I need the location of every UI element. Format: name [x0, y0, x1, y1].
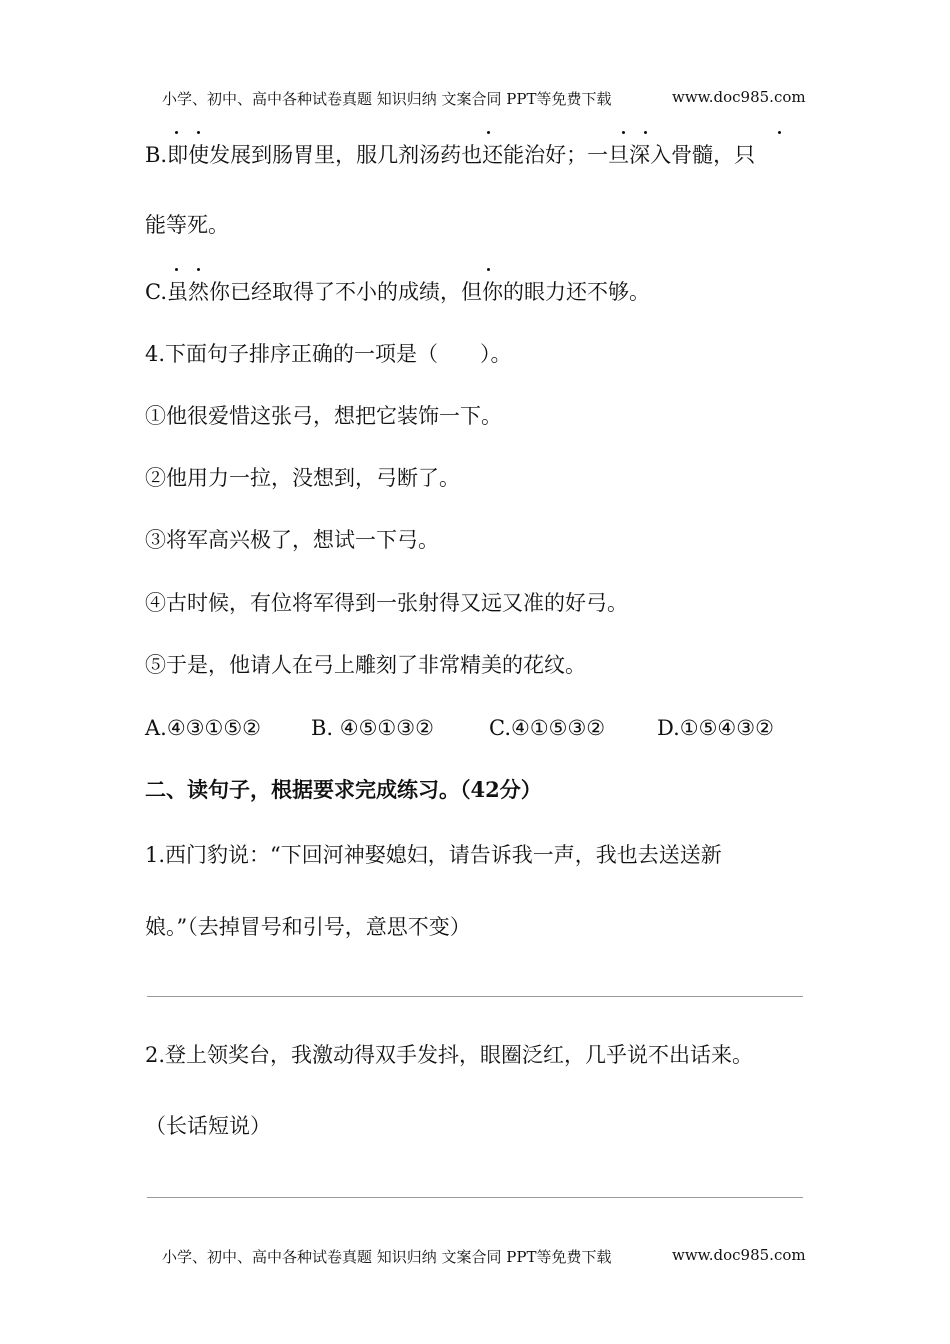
emphasis-dot: [175, 131, 178, 134]
q4-stem: 4.下面句子排序正确的一项是（ ）。: [145, 342, 512, 366]
q4-options: [145, 713, 805, 743]
q4-sentence-4: ④古时候，有位将军得到一张射得又远又准的好弓。: [145, 591, 628, 615]
q4-sentence-5: ⑤于是，他请人在弓上雕刻了非常精美的花纹。: [145, 653, 586, 677]
q3-option-c: C.虽然你已经取得了不小的成绩，但你的眼力还不够。: [145, 280, 650, 304]
emphasis-dot: [778, 131, 781, 134]
emphasis-dot: [487, 268, 490, 271]
page-footer: [162, 1246, 806, 1267]
section-2-title: 二、读句子，根据要求完成练习。（42分）: [145, 777, 542, 802]
q4-option-a: A.④③①⑤②: [145, 716, 261, 740]
q4-option-b: B. ④⑤①③②: [311, 716, 434, 740]
header-site: www.doc985.com: [672, 88, 806, 106]
emphasis-dot: [175, 268, 178, 271]
emphasis-dot: [197, 131, 200, 134]
s2-q2-line1: 2.登上领奖台，我激动得双手发抖，眼圈泛红，几乎说不出话来。: [145, 1043, 754, 1067]
q3-option-b-line2: 能等死。: [145, 213, 229, 237]
footer-text: 小学、初中、高中各种试卷真题 知识归纳 文案合同 PPT等免费下载: [162, 1248, 612, 1266]
s2-q2-line2: （长话短说）: [145, 1114, 271, 1138]
header-text: 小学、初中、高中各种试卷真题 知识归纳 文案合同 PPT等免费下载: [162, 90, 612, 108]
s2-q1-line1: 1.西门豹说：“下回河神娶媳妇，请告诉我一声，我也去送送新: [145, 843, 722, 867]
q4-option-d: D.①⑤④③②: [657, 716, 774, 740]
s2-q1-line2: 娘。”（去掉冒号和引号，意思不变）: [145, 915, 471, 939]
s2-q1-answer-line: [147, 996, 803, 997]
q4-sentence-3: ③将军高兴极了，想试一下弓。: [145, 528, 439, 552]
s2-q2-answer-line: [147, 1197, 803, 1198]
q4-sentence-2: ②他用力一拉，没想到，弓断了。: [145, 466, 460, 490]
q4-option-c: C.④①⑤③②: [489, 716, 606, 740]
q3-option-b-line1: B.即使发展到肠胃里，服几剂汤药也还能治好；一旦深入骨髓，只: [145, 143, 756, 167]
emphasis-dot: [622, 131, 625, 134]
q4-sentence-1: ①他很爱惜这张弓，想把它装饰一下。: [145, 404, 502, 428]
emphasis-dot: [197, 268, 200, 271]
footer-site: www.doc985.com: [672, 1246, 806, 1264]
emphasis-dot: [487, 131, 490, 134]
emphasis-dot: [644, 131, 647, 134]
page-header: [162, 88, 806, 109]
